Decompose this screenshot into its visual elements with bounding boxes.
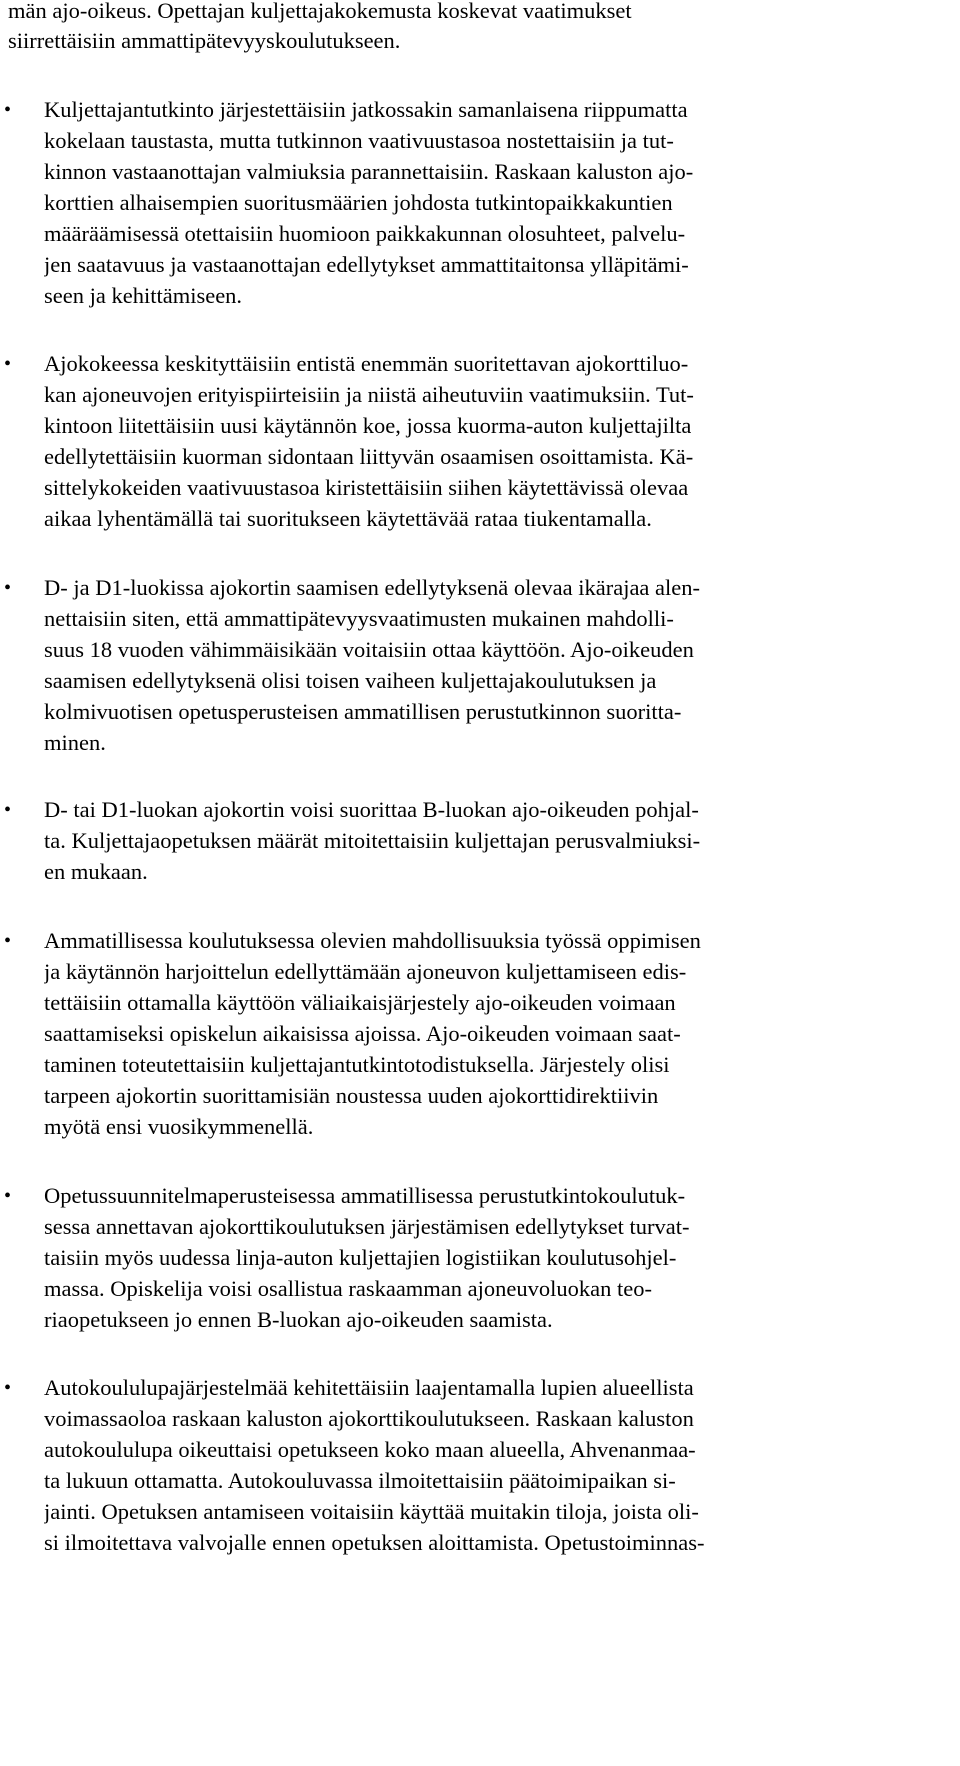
list-item-line: nettaisiin siten, että ammattipätevyysvaatimusten mukainen mahdolli- <box>44 606 674 631</box>
list-item-line: saamisen edellytyksenä olisi toisen vaiheen kuljettajakoulutuksen ja <box>44 668 657 693</box>
list-item-line: suus 18 vuoden vähimmäisikään voitaisiin ottaa käyttöön. Ajo-oikeuden <box>44 637 694 662</box>
list-item-line: kokelaan taustasta, mutta tutkinnon vaativuustasoa nostettaisiin ja tut- <box>44 128 674 153</box>
list-item-line: jainti. Opetuksen antamiseen voitaisiin käyttää muitakin tiloja, joista oli- <box>44 1499 699 1524</box>
list-item-line: Ajokokeessa keskityttäisiin entistä enemmän suoritettavan ajokorttiluo- <box>44 351 689 376</box>
bullet-icon: • <box>4 799 12 821</box>
list-item-line: edellytettäisiin kuorman sidontaan liittyvän osaamisen osoittamista. Kä- <box>44 444 694 469</box>
list-item-line: aikaa lyhentämällä tai suoritukseen käytettävää rataa tiukentamalla. <box>44 506 652 531</box>
bullet-icon: • <box>4 577 12 599</box>
list-item-line: si ilmoitettava valvojalle ennen opetuksen aloittamista. Opetustoiminnas- <box>44 1530 705 1555</box>
list-item-line: Ammatillisessa koulutuksessa olevien mahdollisuuksia työssä oppimisen <box>44 928 701 953</box>
list-item-line: saattamiseksi opiskelun aikaisissa ajoissa. Ajo-oikeuden voimaan saat- <box>44 1021 681 1046</box>
list-item-line: kolmivuotisen opetusperusteisen ammatillisen perustutkinnon suoritta- <box>44 699 682 724</box>
list-item-line: autokoululupa oikeuttaisi opetukseen koko maan alueella, Ahvenanmaa- <box>44 1437 696 1462</box>
list-item-line: korttien alhaisempien suoritusmäärien johdosta tutkintopaikkakuntien <box>44 190 673 215</box>
list-item-line: D- ja D1-luokissa ajokortin saamisen edellytyksenä olevaa ikärajaa alen- <box>44 575 701 600</box>
list-item-line: taminen toteutettaisiin kuljettajantutkintotodistuksella. Järjestely olisi <box>44 1052 670 1077</box>
list-item-line: tettäisiin ottamalla käyttöön väliaikaisjärjestely ajo-oikeuden voimaan <box>44 990 676 1015</box>
list-item-line: ta. Kuljettajaopetuksen määrät mitoitettaisiin kuljettajan perusvalmiuksi- <box>44 828 701 853</box>
list-item-line: myötä ensi vuosikymmenellä. <box>44 1114 314 1139</box>
list-item-line: Autokoululupajärjestelmää kehitettäisiin laajentamalla lupien alueellista <box>44 1375 694 1400</box>
bullet-icon: • <box>4 353 12 375</box>
list-item-line: ja käytännön harjoittelun edellyttämään ajoneuvon kuljettamiseen edis- <box>44 959 687 984</box>
bullet-icon: • <box>4 99 12 121</box>
bullet-icon: • <box>4 930 12 952</box>
list-item-line: riaopetukseen jo ennen B-luokan ajo-oikeuden saamista. <box>44 1307 553 1332</box>
list-item-line: jen saatavuus ja vastaanottajan edellytykset ammattitaitonsa ylläpitämi- <box>44 252 689 277</box>
bullet-icon: • <box>4 1377 12 1399</box>
list-item-line: ta lukuun ottamatta. Autokouluvassa ilmoitettaisiin päätoimipaikan si- <box>44 1468 676 1493</box>
lead-line: siirrettäisiin ammattipätevyyskoulutukseen. <box>8 28 401 53</box>
list-item-line: taisiin myös uudessa linja-auton kuljettajien logistiikan koulutusohjel- <box>44 1245 677 1270</box>
list-item-line: sessa annettavan ajokorttikoulutuksen järjestämisen edellytykset turvat- <box>44 1214 690 1239</box>
list-item-line: kan ajoneuvojen erityispiirteisiin ja niistä aiheutuviin vaatimuksiin. Tut- <box>44 382 694 407</box>
lead-line: män ajo-oikeus. Opettajan kuljettajakokemusta koskevat vaatimukset <box>8 0 632 23</box>
list-item-line: tarpeen ajokortin suorittamisiän noustessa uuden ajokorttidirektiivin <box>44 1083 659 1108</box>
list-item-line: minen. <box>44 730 106 755</box>
list-item-line: massa. Opiskelija voisi osallistua raskaamman ajoneuvoluokan teo- <box>44 1276 652 1301</box>
list-item-line: seen ja kehittämiseen. <box>44 283 243 308</box>
list-item-line: kinnon vastaanottajan valmiuksia parannettaisiin. Raskaan kaluston ajo- <box>44 159 694 184</box>
list-item-line: kintoon liitettäisiin uusi käytännön koe, jossa kuorma-auton kuljettajilta <box>44 413 692 438</box>
list-item-line: määräämisessä otettaisiin huomioon paikkakunnan olosuhteet, palvelu- <box>44 221 686 246</box>
bullet-icon: • <box>4 1185 12 1207</box>
list-item-line: voimassaoloa raskaan kaluston ajokorttikoulutukseen. Raskaan kaluston <box>44 1406 694 1431</box>
list-item-line: Opetussuunnitelmaperusteisessa ammatillisessa perustutkintokoulutuk- <box>44 1183 686 1208</box>
list-item-line: en mukaan. <box>44 859 148 884</box>
list-item-line: sittelykokeiden vaativuustasoa kiristettäisiin siihen käytettävissä olevaa <box>44 475 689 500</box>
list-item-line: D- tai D1-luokan ajokortin voisi suorittaa B-luokan ajo-oikeuden pohjal- <box>44 797 699 822</box>
list-item-line: Kuljettajantutkinto järjestettäisiin jatkossakin samanlaisena riippumatta <box>44 97 688 122</box>
